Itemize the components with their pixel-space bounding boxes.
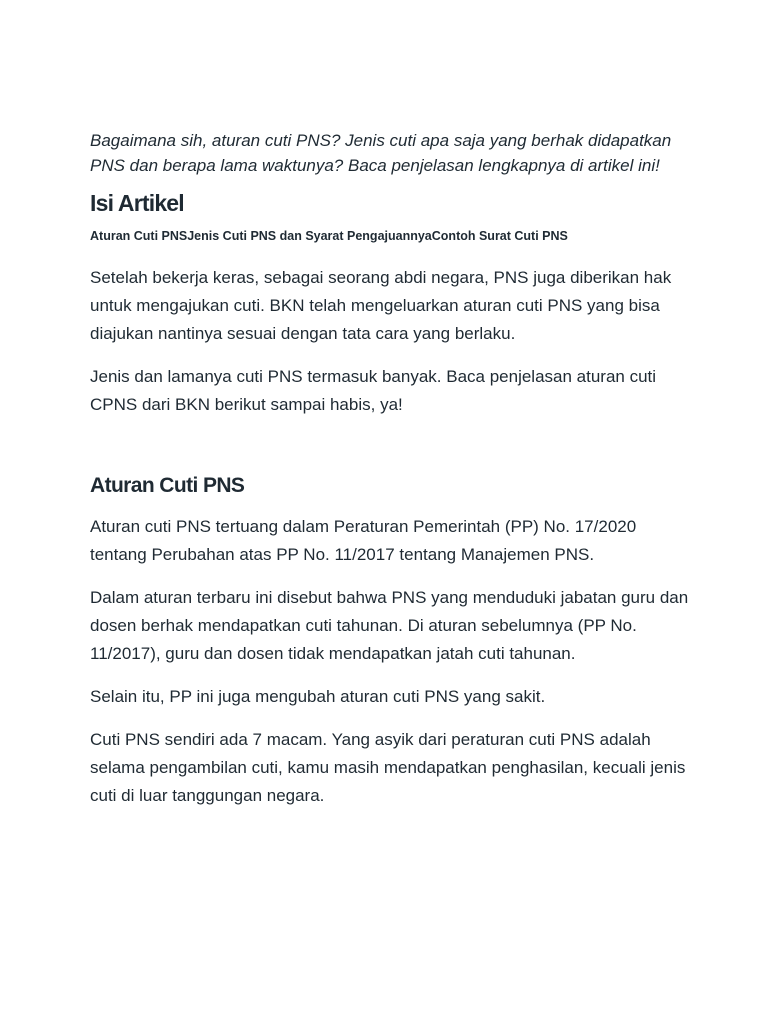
toc-heading: Isi Artikel	[90, 190, 184, 216]
article-intro: Bagaimana sih, aturan cuti PNS? Jenis cuti apa saja yang berhak didapatkan PNS dan berapa lama waktunya? Baca penjelasan lengkapnya di artikel ini!	[90, 131, 672, 175]
section-paragraph-4: Cuti PNS sendiri ada 7 macam. Yang asyik dari peraturan cuti PNS adalah selama pengambilan cuti, kamu masih mendapatkan penghasilan, kecuali jenis cuti di luar tanggungan negara.	[90, 730, 686, 805]
paragraph-1: Setelah bekerja keras, sebagai seorang abdi negara, PNS juga diberikan hak untuk mengajukan cuti. BKN telah mengeluarkan aturan cuti PNS yang bisa diajukan nantinya sesuai dengan tata cara yang berlaku.	[90, 268, 672, 343]
paragraph-2: Jenis dan lamanya cuti PNS termasuk banyak. Baca penjelasan aturan cuti CPNS dari BKN berikut sampai habis, ya!	[90, 367, 657, 414]
toc-link-jenis-cuti-pns[interactable]: Jenis Cuti PNS dan Syarat Pengajuannya	[187, 229, 432, 243]
article	[90, 128, 690, 810]
section-paragraph-1: Aturan cuti PNS tertuang dalam Peraturan Pemerintah (PP) No. 17/2020 tentang Perubahan atas PP No. 11/2017 tentang Manajemen PNS.	[90, 517, 637, 564]
toc-link-aturan-cuti-pns[interactable]: Aturan Cuti PNS	[90, 229, 188, 243]
section-heading-aturan-cuti-pns: Aturan Cuti PNS	[90, 474, 245, 497]
section-paragraph-3: Selain itu, PP ini juga mengubah aturan cuti PNS yang sakit.	[90, 687, 546, 706]
section-paragraph-2: Dalam aturan terbaru ini disebut bahwa PNS yang menduduki jabatan guru dan dosen berhak mendapatkan cuti tahunan. Di aturan sebelumnya (PP No. 11/2017), guru dan dosen tidak mendapatkan jatah cuti tahunan.	[90, 588, 689, 663]
toc-links	[90, 228, 690, 244]
toc-link-contoh-surat-cuti[interactable]: Contoh Surat Cuti PNS	[431, 229, 568, 243]
